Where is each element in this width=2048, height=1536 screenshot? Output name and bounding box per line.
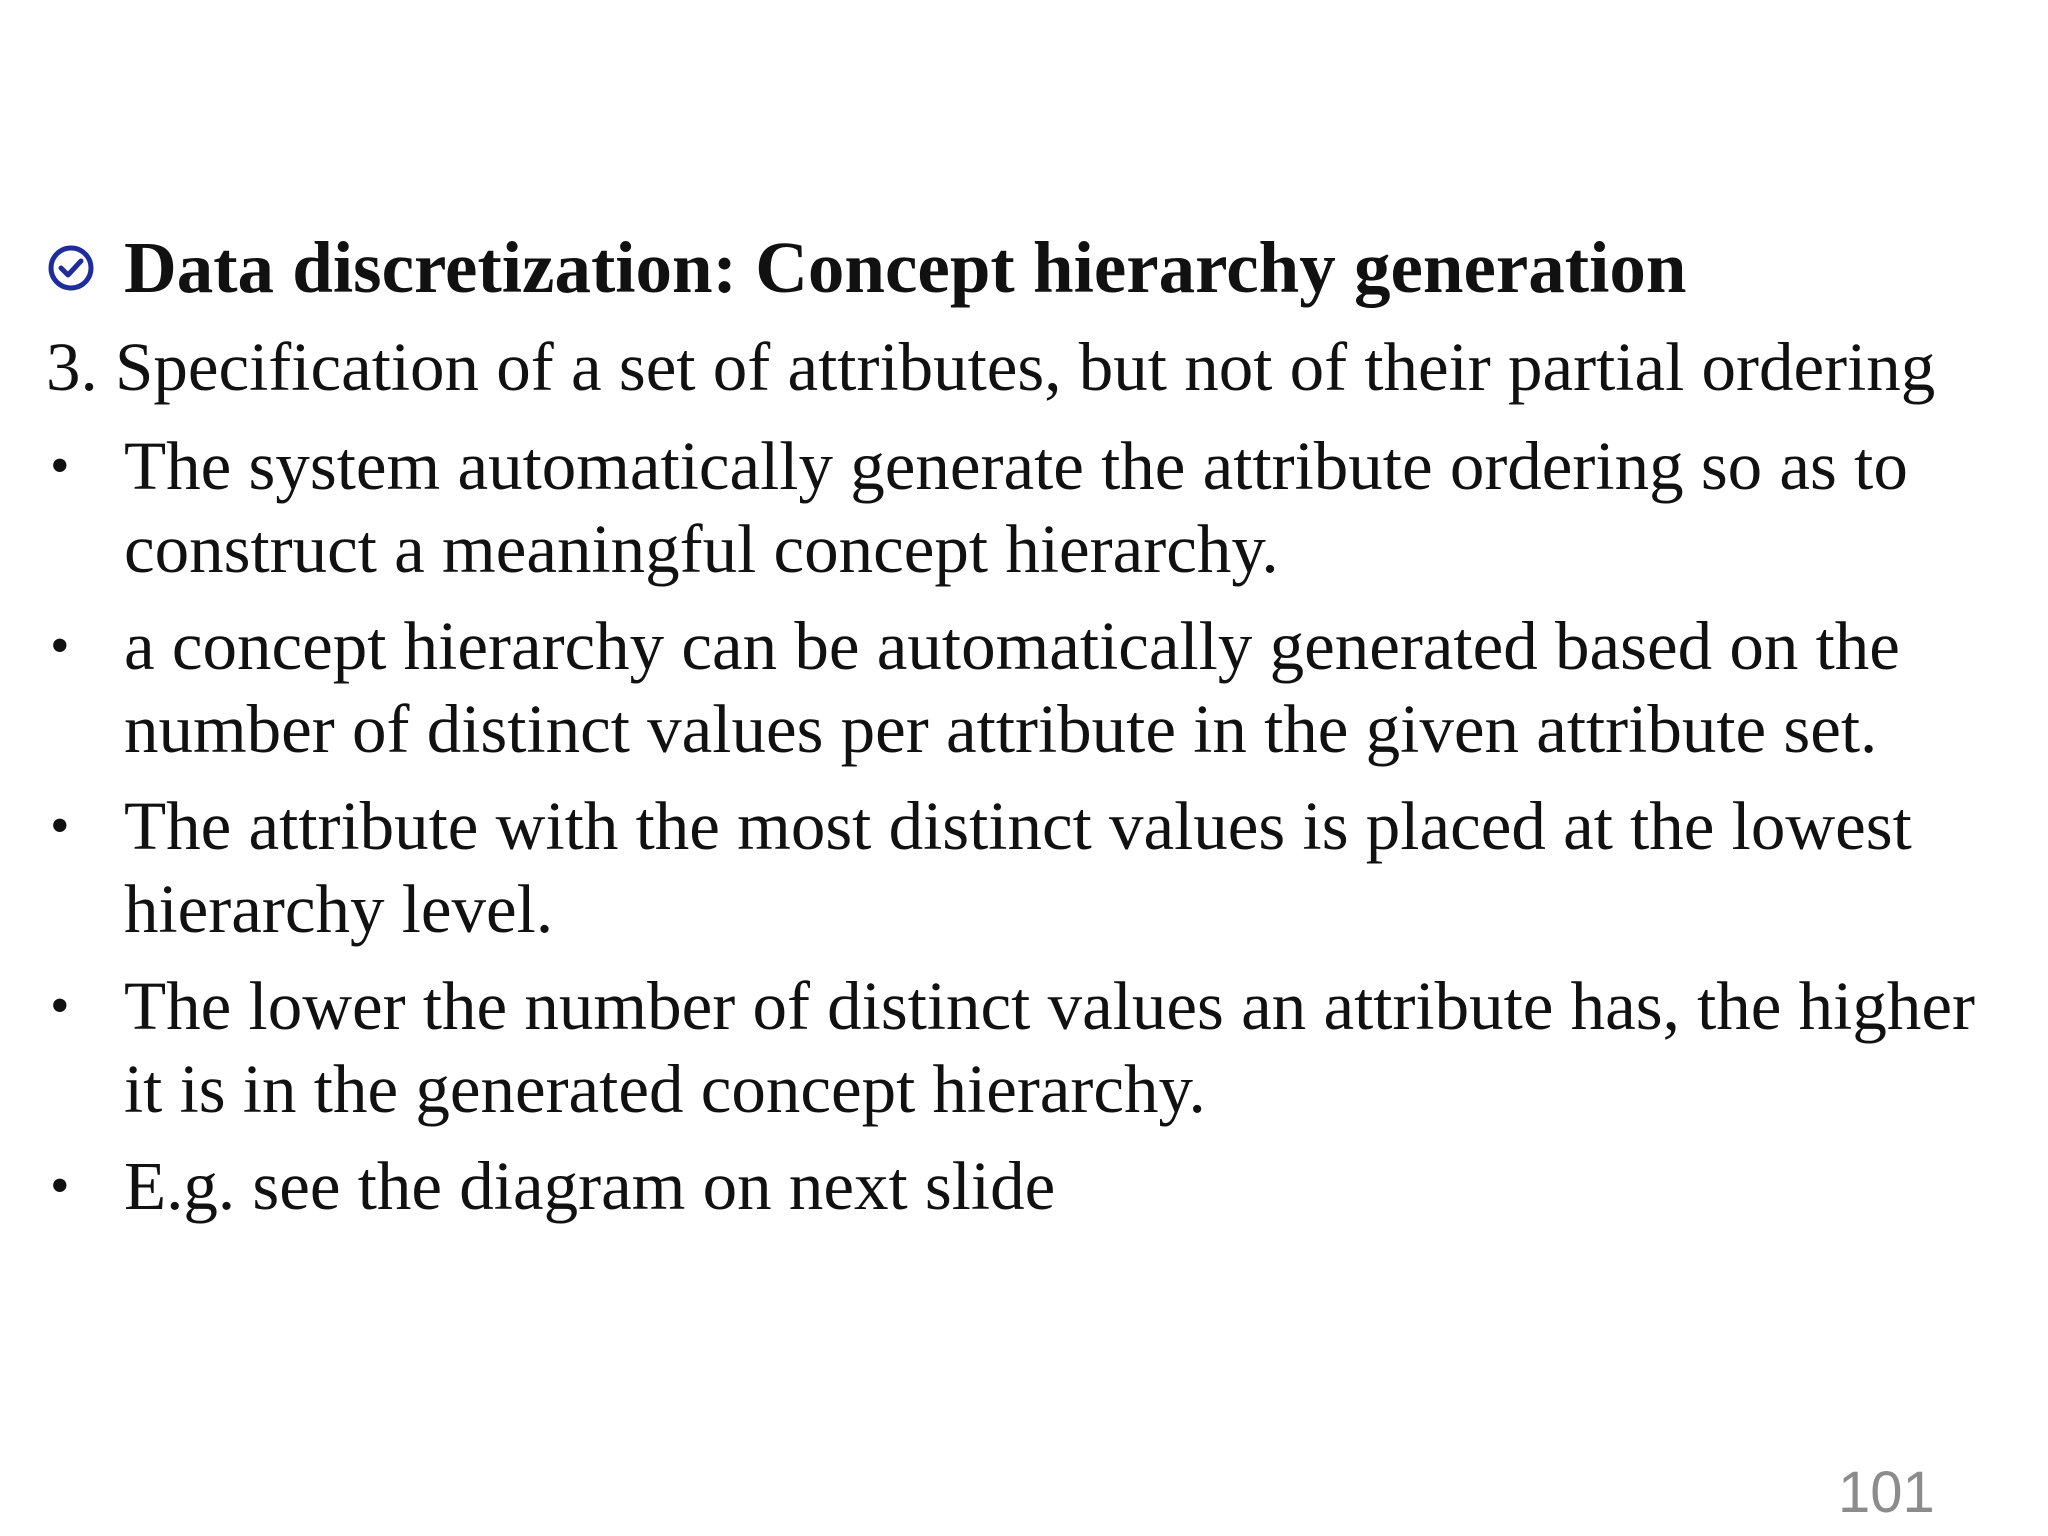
bullet-text: The attribute with the most distinct values is placed at the lowest hierarchy level. xyxy=(124,788,1912,947)
subheading: 3. Specification of a set of attributes, but not of their partial ordering xyxy=(46,329,1936,405)
bullet-list xyxy=(46,425,2006,1242)
bullet-dot: • xyxy=(50,975,70,1037)
bullet-text: a concept hierarchy can be automatically generated based on the number of distinct values per attribute in the given attribute set. xyxy=(124,608,1900,767)
bullet-dot: • xyxy=(50,1155,70,1217)
bullet-text: The system automatically generate the attribute ordering so as to construct a meaningful concept hierarchy. xyxy=(124,428,1908,587)
heading-text: Data discretization: Concept hierarchy generation xyxy=(124,227,1687,308)
bullet-dot: • xyxy=(50,795,70,857)
bullet-text: E.g. see the diagram on next slide xyxy=(124,1148,1056,1224)
bullet-item xyxy=(46,965,2006,1131)
bullet-item xyxy=(46,605,2006,771)
slide-heading xyxy=(46,225,1686,311)
check-circle-icon xyxy=(46,243,96,293)
bullet-dot: • xyxy=(50,435,70,497)
bullet-item xyxy=(46,425,2006,591)
page-number: 101 xyxy=(1838,1460,1935,1525)
bullet-text: The lower the number of distinct values an attribute has, the higher it is in the generated concept hierarchy. xyxy=(124,968,1975,1127)
bullet-item xyxy=(46,1145,2006,1228)
bullet-item xyxy=(46,785,2006,951)
bullet-dot: • xyxy=(50,615,70,677)
